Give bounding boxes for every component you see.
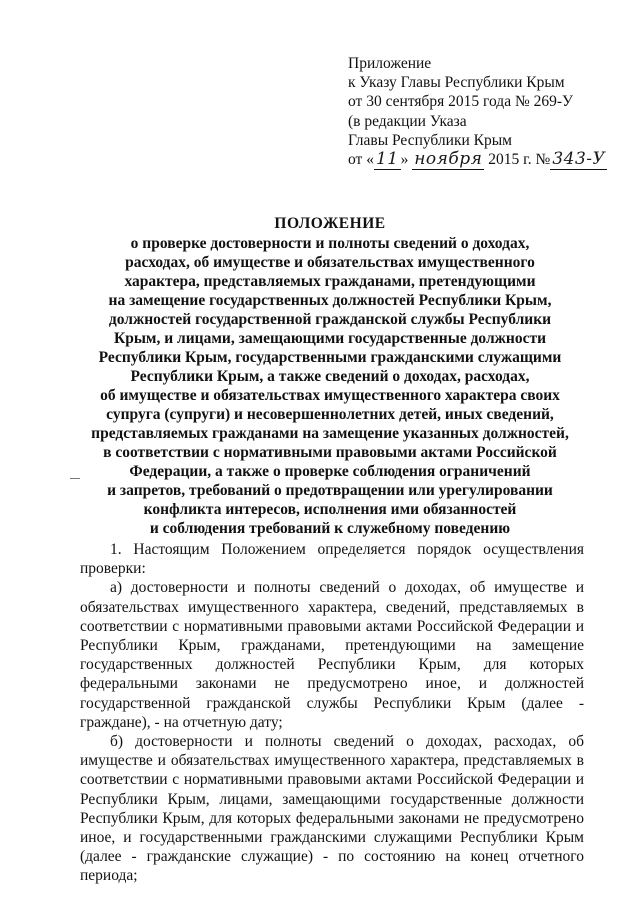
appendix-line: Главы Республики Крым xyxy=(348,131,512,149)
title-line: и запретов, требований о предотвращении или урегулировании xyxy=(107,482,553,499)
title-line: характера, представляемых гражданами, претендующими xyxy=(124,273,536,290)
title-line: об имуществе и обязательствах имущественного характера своих xyxy=(100,387,560,404)
handwritten-month: ноября xyxy=(414,149,483,170)
title-line: на замещение государственных должностей Республики Крым, xyxy=(108,292,552,309)
appendix-block xyxy=(348,54,607,169)
date-prefix: от « xyxy=(348,151,374,169)
paragraph-1b: б) достоверности и полноты сведений о доходах, расходах, об имуществе и обязательствах имущественного характера, представляемых в соответствии с нормативными правовыми актами Российской Федерации и Республики Крым, лицами, замещающими государственные должности Республики Крым, для которых федеральными законами не предусмотрено иное, и государственными гражданскими служащими Республики Крым (далее - гражданские служащие) - по состоянию на конец отчетного периода; xyxy=(80,733,584,885)
appendix-line: от 30 сентября 2015 года № 269-У xyxy=(348,93,573,111)
title-heading: ПОЛОЖЕНИЕ xyxy=(274,215,386,232)
amendment-date-line xyxy=(348,150,607,169)
document-title xyxy=(60,214,600,538)
title-line: Республики Крым, государственными гражданскими служащими xyxy=(98,349,562,366)
date-year: 2015 г. xyxy=(488,151,532,169)
document-body xyxy=(80,540,584,886)
number-prefix: № xyxy=(535,151,551,169)
title-line: должностей государственной гражданской службы Республики xyxy=(108,311,552,328)
appendix-line: к Указу Главы Республики Крым xyxy=(348,74,565,92)
title-line: и соблюдения требований к служебному поведению xyxy=(149,520,511,537)
appendix-line: (в редакции Указа xyxy=(348,112,467,130)
scan-artifact-mark xyxy=(70,478,80,479)
paragraph-1: 1. Настоящим Положением определяется порядок осуществления проверки: xyxy=(80,541,584,578)
date-mid: » xyxy=(400,151,409,169)
paragraph-1a: а) достоверности и полноты сведений о доходах, об имуществе и обязательствах имущественного характера, сведений, представляемых в соответствии с нормативными правовыми актами Российской Федерации и Республики Крым, гражданами, претендующими на замещение государственных должностей Республики Крым, для которых федеральными законами не предусмотрено иное, и должностей государственной гражданской службы Республики Крым (далее - граждане), - на отчетную дату; xyxy=(80,579,584,731)
title-line: о проверке достоверности и полноты сведений о доходах, xyxy=(130,235,530,252)
title-line: представляемых гражданами на замещение указанных должностей, xyxy=(91,425,569,442)
appendix-line: Приложение xyxy=(348,55,432,72)
title-line: в соответствии с нормативными правовыми актами Российской xyxy=(103,444,557,461)
title-line: расходах, об имуществе и обязательствах имущественного xyxy=(125,254,535,271)
title-line: конфликта интересов, исполнения ими обязанностей xyxy=(143,501,517,518)
title-line: Крым, и лицами, замещающими государственные должности xyxy=(113,330,547,347)
handwritten-number: 343-У xyxy=(552,149,606,170)
handwritten-day: 11 xyxy=(375,149,399,170)
title-line: Федерации, а также о проверке соблюдения ограничений xyxy=(129,463,531,480)
title-line: супруга (супруги) и несовершеннолетних детей, иных сведений, xyxy=(106,406,554,423)
title-line: Республики Крым, а также сведений о доходах, расходах, xyxy=(130,368,530,385)
